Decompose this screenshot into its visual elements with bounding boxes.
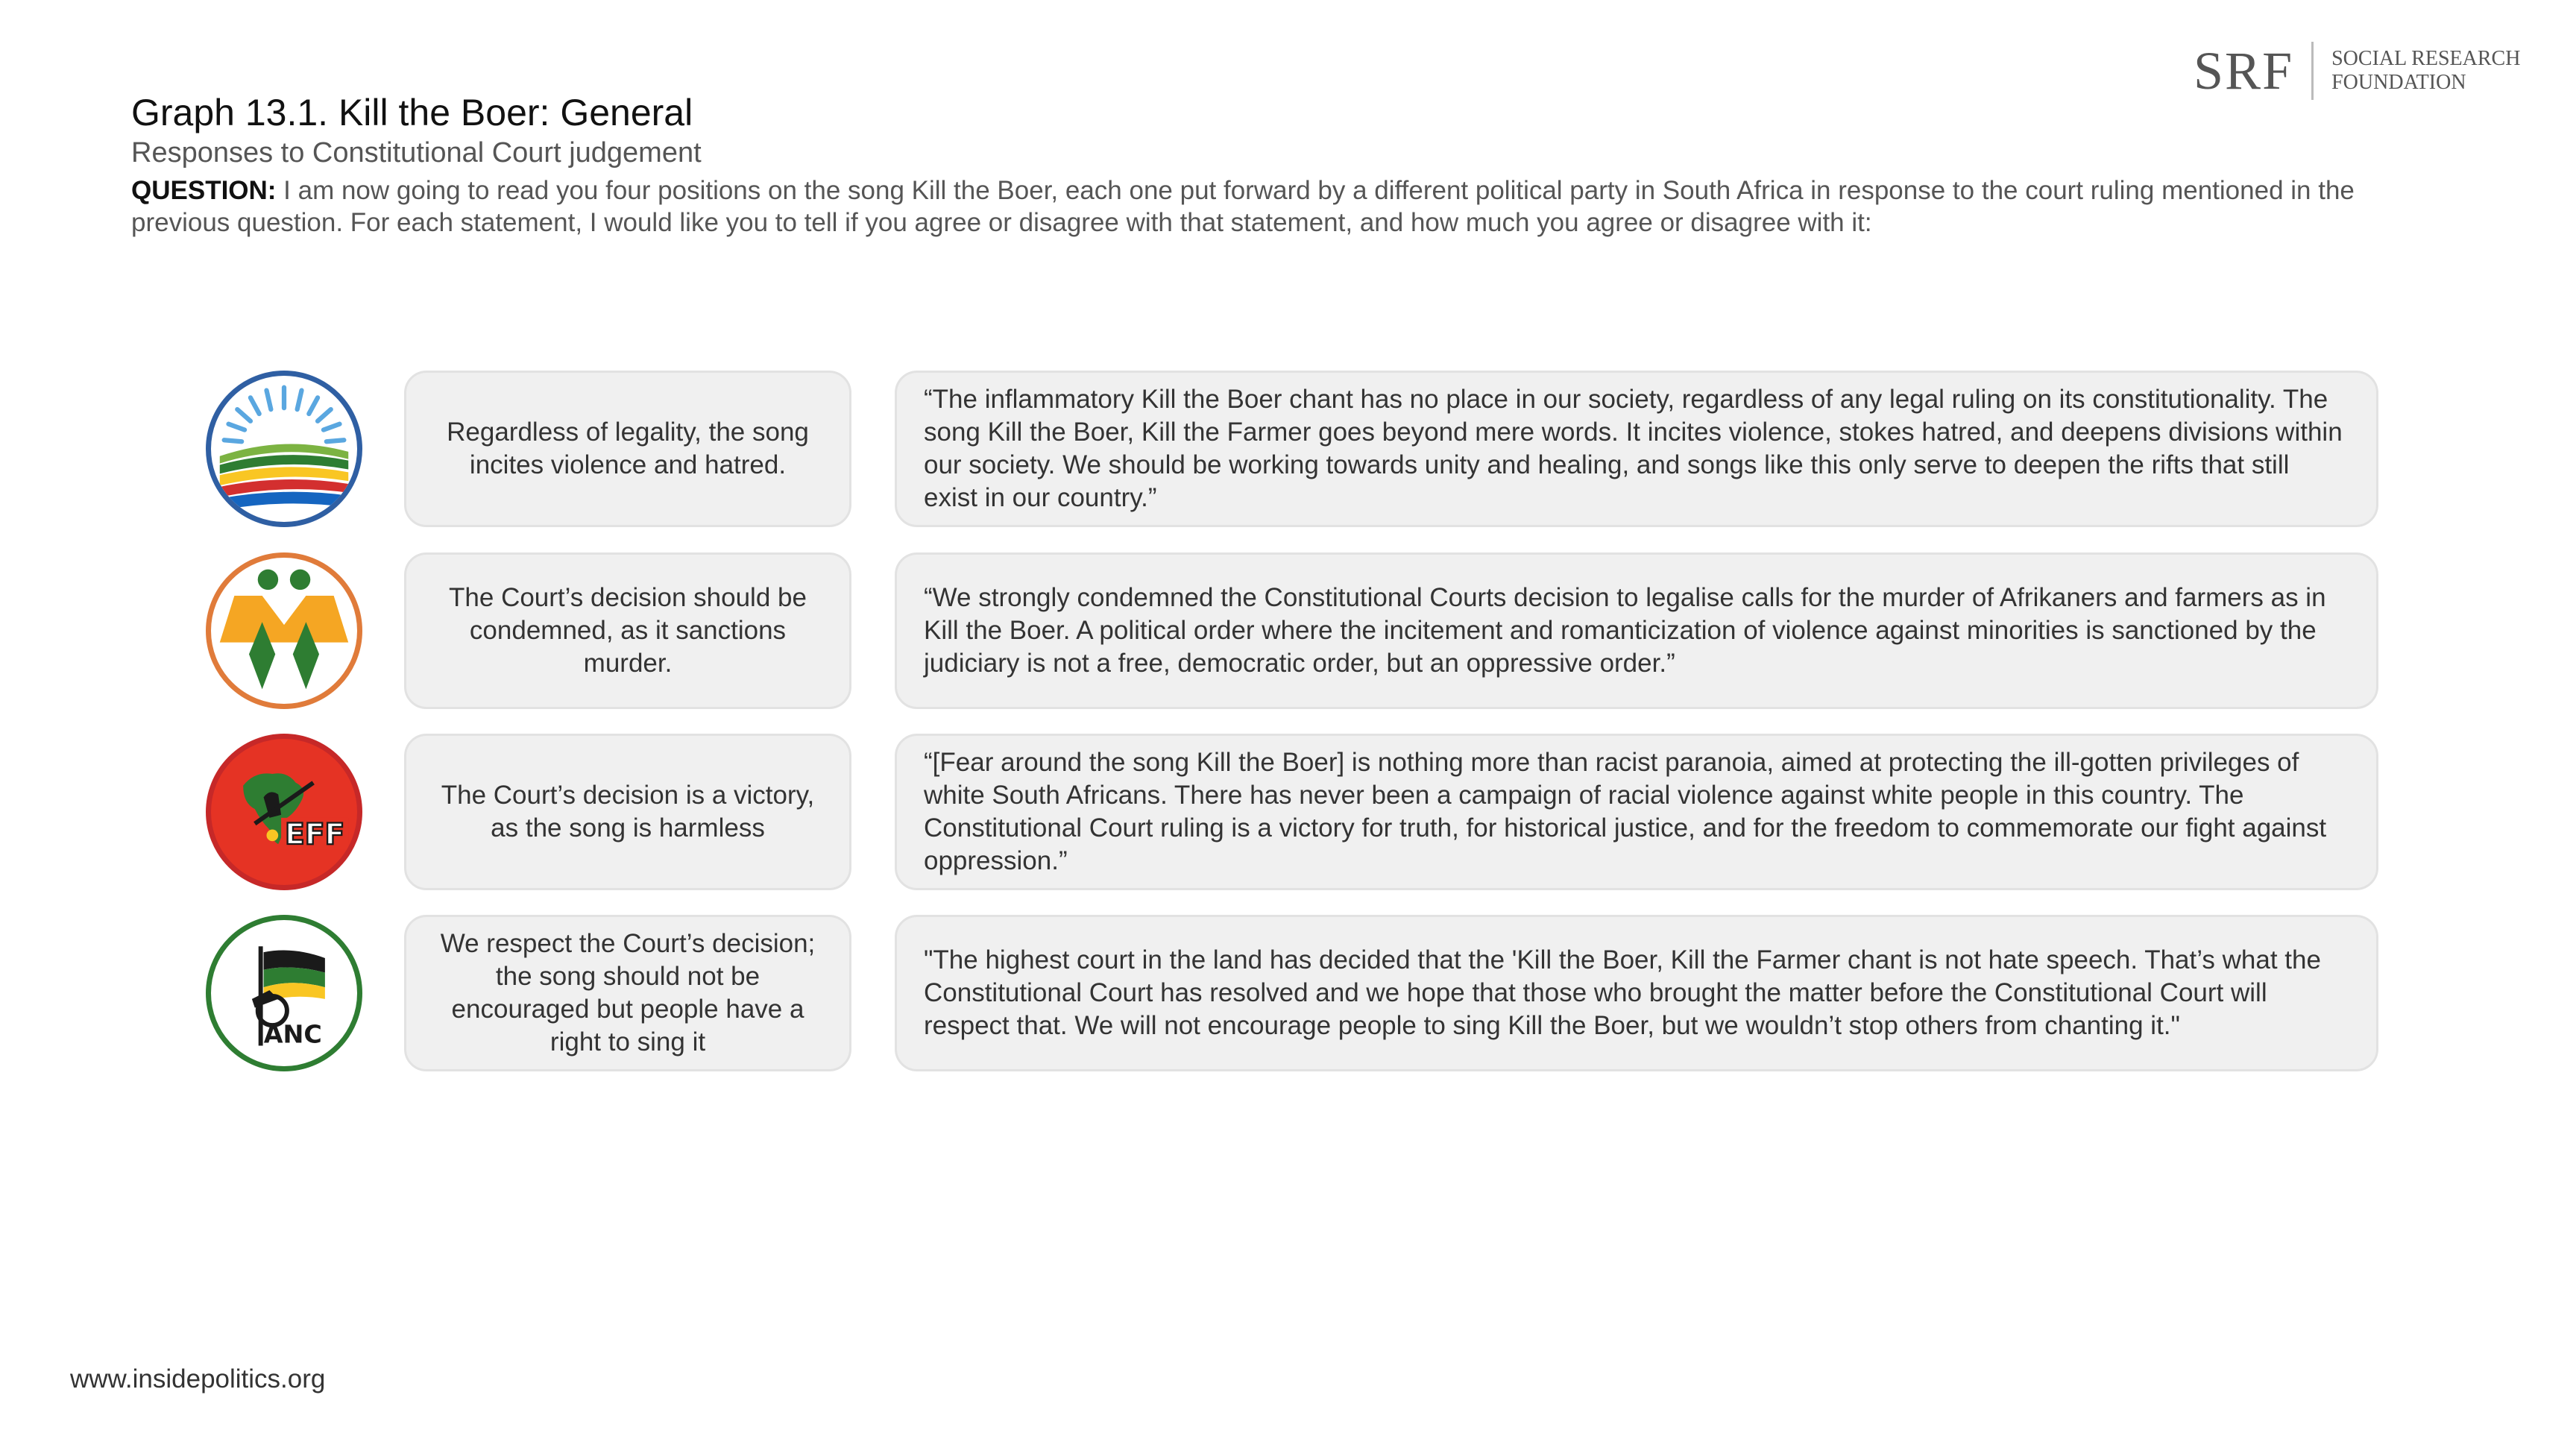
srf-name	[2331, 47, 2520, 95]
srf-logo	[2194, 42, 2520, 100]
eff-logo-icon	[206, 734, 362, 890]
anc-logo-icon	[206, 915, 362, 1071]
title-prefix: Graph 13.1. Kill the Boer	[131, 92, 540, 133]
srf-name-line1: SOCIAL RESEARCH	[2331, 47, 2521, 70]
eff-logo-graphic	[211, 739, 357, 885]
quote-box-eff: “[Fear around the song Kill the Boer] is nothing more than racist paranoia, aimed at protecting the ill-gotten privileges of white South Africans. There has never been a campaign of racial violence against white people in this country. The Constitutional Court ruling is a victory for truth, for historical justice, and for the freedom to commemorate our fight against oppression.”	[895, 734, 2378, 890]
party-row-ff-plus	[0, 552, 2576, 709]
position-box-eff: The Court’s decision is a victory, as the song is harmless	[404, 734, 851, 890]
anc-logo-text: ANC	[263, 1019, 322, 1049]
da-logo-icon	[206, 371, 362, 527]
logo-divider	[2311, 42, 2314, 100]
anc-logo-graphic	[211, 920, 357, 1066]
quote-box-ff-plus: “We strongly condemned the Constitutional Courts decision to legalise calls for the murder of Afrikaners and farmers as in Kill the Boer. A political order where the incitement and romanticization of violence against minorities is sanctioned by the judiciary is not a free, democratic order, but an oppressive order.”	[895, 552, 2378, 709]
position-box-anc: We respect the Court’s decision; the song should not be encouraged but people have a right to sing it	[404, 915, 851, 1071]
title-suffix: : General	[539, 92, 693, 133]
srf-abbr: SRF	[2194, 41, 2294, 101]
position-box-ff-plus: The Court’s decision should be condemned, as it sanctions murder.	[404, 552, 851, 709]
quote-box-anc: "The highest court in the land has decided that the 'Kill the Boer, Kill the Farmer chant is not hate speech. That’s what the Constitutional Court has resolved and we hope that those who brought the matter before the Constitutional Court will respect that. We will not encourage people to sing Kill the Boer, but we wouldn’t stop others from chanting it."	[895, 915, 2378, 1071]
footer-url[interactable]: www.insidepolitics.org	[70, 1364, 326, 1394]
quote-box-da: “The inflammatory Kill the Boer chant has no place in our society, regardless of any legal ruling on its constitutionality. The song Kill the Boer, Kill the Farmer goes beyond mere words. It incites violence, stokes hatred, and deepens divisions within our society. We should be working towards unity and healing, and songs like this only serve to deepen the rifts that still exist in our country.”	[895, 371, 2378, 527]
da-logo-graphic	[211, 376, 357, 522]
page-title	[131, 91, 693, 134]
question-body: I am now going to read you four positions on the song Kill the Boer, each one put forward by a different political party in South Africa in response to the court ruling mentioned in the previous question. For each statement, I would like you to tell if you agree or disagree with that statement, and how much you agree or disagree with it:	[131, 176, 2355, 237]
ff-plus-logo-graphic	[211, 558, 357, 704]
page-subtitle: Responses to Constitutional Court judgement	[131, 137, 702, 169]
party-row-anc	[0, 915, 2576, 1071]
position-box-da: Regardless of legality, the song incites violence and hatred.	[404, 371, 851, 527]
question-text	[131, 174, 2450, 239]
party-row-da	[0, 371, 2576, 527]
party-row-eff	[0, 734, 2576, 890]
srf-name-line2: FOUNDATION	[2331, 71, 2466, 94]
eff-logo-text: EFF	[285, 818, 345, 852]
question-label: QUESTION:	[131, 176, 277, 205]
ff-plus-logo-icon	[206, 552, 362, 709]
